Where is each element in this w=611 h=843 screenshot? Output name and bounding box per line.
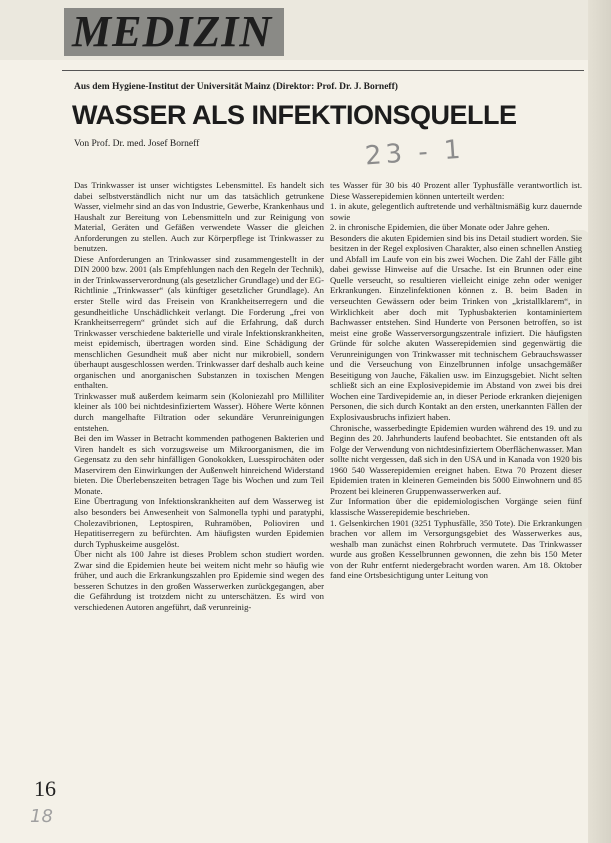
paragraph: Zur Information über die epidemiologischen Vorgänge seien fünf klassische Wasserepidemie beschrieben.	[330, 496, 582, 517]
paragraph: tes Wasser für 30 bis 40 Prozent aller Typhusfälle verantwortlich ist. Diese Wasserepidemien können unterteilt werden:	[330, 180, 582, 201]
paragraph: 2. in chronische Epidemien, die über Monate oder Jahre gehen.	[330, 222, 550, 233]
scan-smudge	[560, 230, 590, 530]
left-column	[74, 180, 324, 612]
paragraph: Trinkwasser muß außerdem keimarm sein (Koloniezahl pro Milliliter kleiner als 100 bei nichtdesinfiziertem Wasser). Höhere Werte können durch mangelhafte Filtration oder sekundäre Verunreinigungen entstehen.	[74, 390, 324, 433]
paragraph: Besonders die akuten Epidemien sind bis ins Detail studiert worden. Sie besitzen in der Regel explosiven Charakter, also einen schnellen Anstieg und Abfall im Laufe von ein bis zwei Wochen. Die Zahl der Fälle gibt dabei gewisse Hinweise auf die Ursache. Ist ein Brunnen oder eine Quelle verseucht, so resultieren vielleicht einige zehn oder weniger Erkrankungen. Einzelinfektionen können z. B. beim Baden in verseuchten Gewässern oder beim Trinken von „kristallklarem“, in Wirklichkeit aber doch mit Typhusbakterien kontaminiertem Bachwasser entstehen. Sind Hunderte von Personen betroffen, so ist meist eine große Wasserversorgungszentrale infiziert. Die häufigsten Gründe für solche akuten Wasserepidemien sind gegenwärtig die Verunreinigungen von Trinkwasser mit technischem Gebrauchswasser und die Verseuchung von Einzelbrunnen infolge unsachgemäßer Beseitigung von Jauche, Fäkalien usw. im Einzugsgebiet. Nicht selten schließt sich an eine Explosivepidemie im Abstand von zwei bis drei Wochen eine Tardivepidemie an, in dieser Periode erkranken diejenigen Personen, die sich durch Kontakt an den ersten, unerkannten Fällen der Explosivausbruchs infiziert haben.	[330, 232, 582, 423]
article-source: Aus dem Hygiene-Institut der Universität Mainz (Direktor: Prof. Dr. J. Borneff)	[74, 82, 398, 92]
article-headline: WASSER ALS INFEKTIONSQUELLE	[72, 100, 517, 130]
paragraph: Chronische, wasserbedingte Epidemien wurden während des 19. und zu Beginn des 20. Jahrhunderts laufend beobachtet. Sie entstanden oft als Folge der Verwendung von nichtdesinfiziertem Oberflächenwasser. Man sollte nicht vergessen, daß sich in den USA und in Kanada von 1920 bis 1960 540 Wasserepidemien ereignet haben. Etwa 70 Prozent dieser Epidemien traten in kleineren Gemeinden bis 5000 Einwohnern und 85 Prozent bei kleineren Gruppenwasserwerken auf.	[330, 422, 582, 496]
paragraph: Bei den im Wasser in Betracht kommenden pathogenen Bakterien und Viren handelt es sich vorzugsweise um Mikroorganismen, die im Gegensatz zu den sehr hinfälligen Gonokokken, Luesspirochäten oder Maservirem den Einwirkungen der Außenwelt hinreichend Widerstand bieten. Die Überlebenszeiten betragen Tage bis Wochen und zum Teil Monate.	[74, 433, 324, 496]
article-author: Von Prof. Dr. med. Josef Borneff	[74, 139, 200, 149]
binding-edge	[588, 0, 611, 843]
handwritten-note: 23 - 1	[364, 134, 466, 172]
paragraph: Eine Übertragung von Infektionskrankheiten auf dem Wasserweg ist also besonders bei Anwesenheit von Salmonella typhi und paratyphi, Cholezavibrionen, Leptospiren, Ruhramöben, Polioviren und Hepatitiserregern zu befürchten. Am häufigsten wurden Epidemien durch Typhuskeime ausgelöst.	[74, 496, 324, 549]
paragraph: 1. in akute, gelegentlich auftretende und verhältnismäßig kurz dauernde sowie	[330, 201, 582, 222]
header-rule	[62, 70, 584, 71]
right-column	[330, 180, 582, 581]
paragraph: Diese Anforderungen an Trinkwasser sind zusammengestellt in der DIN 2000 bzw. 2001 (als Empfehlungen nach den Regeln der Technik), in der Trinkwasserverordnung (als gesetzlicher Grundlage) und der EG-Richtlinie „Trinkwasser“ (als künftiger gesetzlicher Grundlage). An erster Stelle wird das Freisein von Krankheitserregern und die gesundheitliche Unschädlichkeit verlangt. Die Forderung „frei von Krankheitserregern“ gründet sich auf die Erfahrung, daß durch Trinkwasser verschiedene bakterielle und virale Infektionskrankheiten, meist epidemisch, übertragen worden sind. Eine Schädigung der menschlichen Gesundheit muß aber nicht nur mikrobiell, sondern überhaupt ausgeschlossen werden. Trinkwasser darf deshalb auch keine organischen und anorganischen Substanzen in toxischen Mengen enthalten.	[74, 253, 324, 391]
handwritten-page-number: 18	[30, 806, 53, 827]
paragraph: Über nicht als 100 Jahre ist dieses Problem schon studiert worden. Zwar sind die Epidemien heute bei weitem nicht mehr so häufig wie früher, und auch die Erkrankungszahlen pro Epidemie sind wegen des besseren Schutzes in den großen Wasserwerken zurückgegangen, aber die Gefährdung ist trotzdem nicht zu unterschätzen. Es wird von verschiedenen Autoren angeführt, daß verunreinig-	[74, 549, 324, 612]
paragraph: Das Trinkwasser ist unser wichtigstes Lebensmittel. Es handelt sich dabei selbstverständlich nicht nur um das tatsächlich getrunkene Wasser, vielmehr sind an das von Industrie, Gewerbe, Krankenhaus und Haushalt zur Bereitung von Lebensmitteln und zur Reinigung von Material, Geräten und Gefäßen verwendete Wasser die gleichen Anforderungen zu stellen. Auch zur Körperpflege ist Trinkwasser zu benutzen.	[74, 180, 324, 254]
section-title: MEDIZIN	[64, 8, 284, 56]
page-number: 16	[34, 776, 56, 801]
paragraph: 1. Gelsenkirchen 1901 (3251 Typhusfälle, 350 Tote). Die Erkrankungen brachen vor allem im Versorgungsgebiet des Wasserwerkes aus, weshalb man zunächst einen Rohrbruch vermutete. Das Trinkwasser wurde aus großen Kesselbrunnen gewonnen, die zehn bis 150 Meter von der Ruhr entfernt niedergebracht worden waren. Am 18. Oktober fand eine Ortsbesichtigung unter Leitung von	[330, 517, 582, 581]
